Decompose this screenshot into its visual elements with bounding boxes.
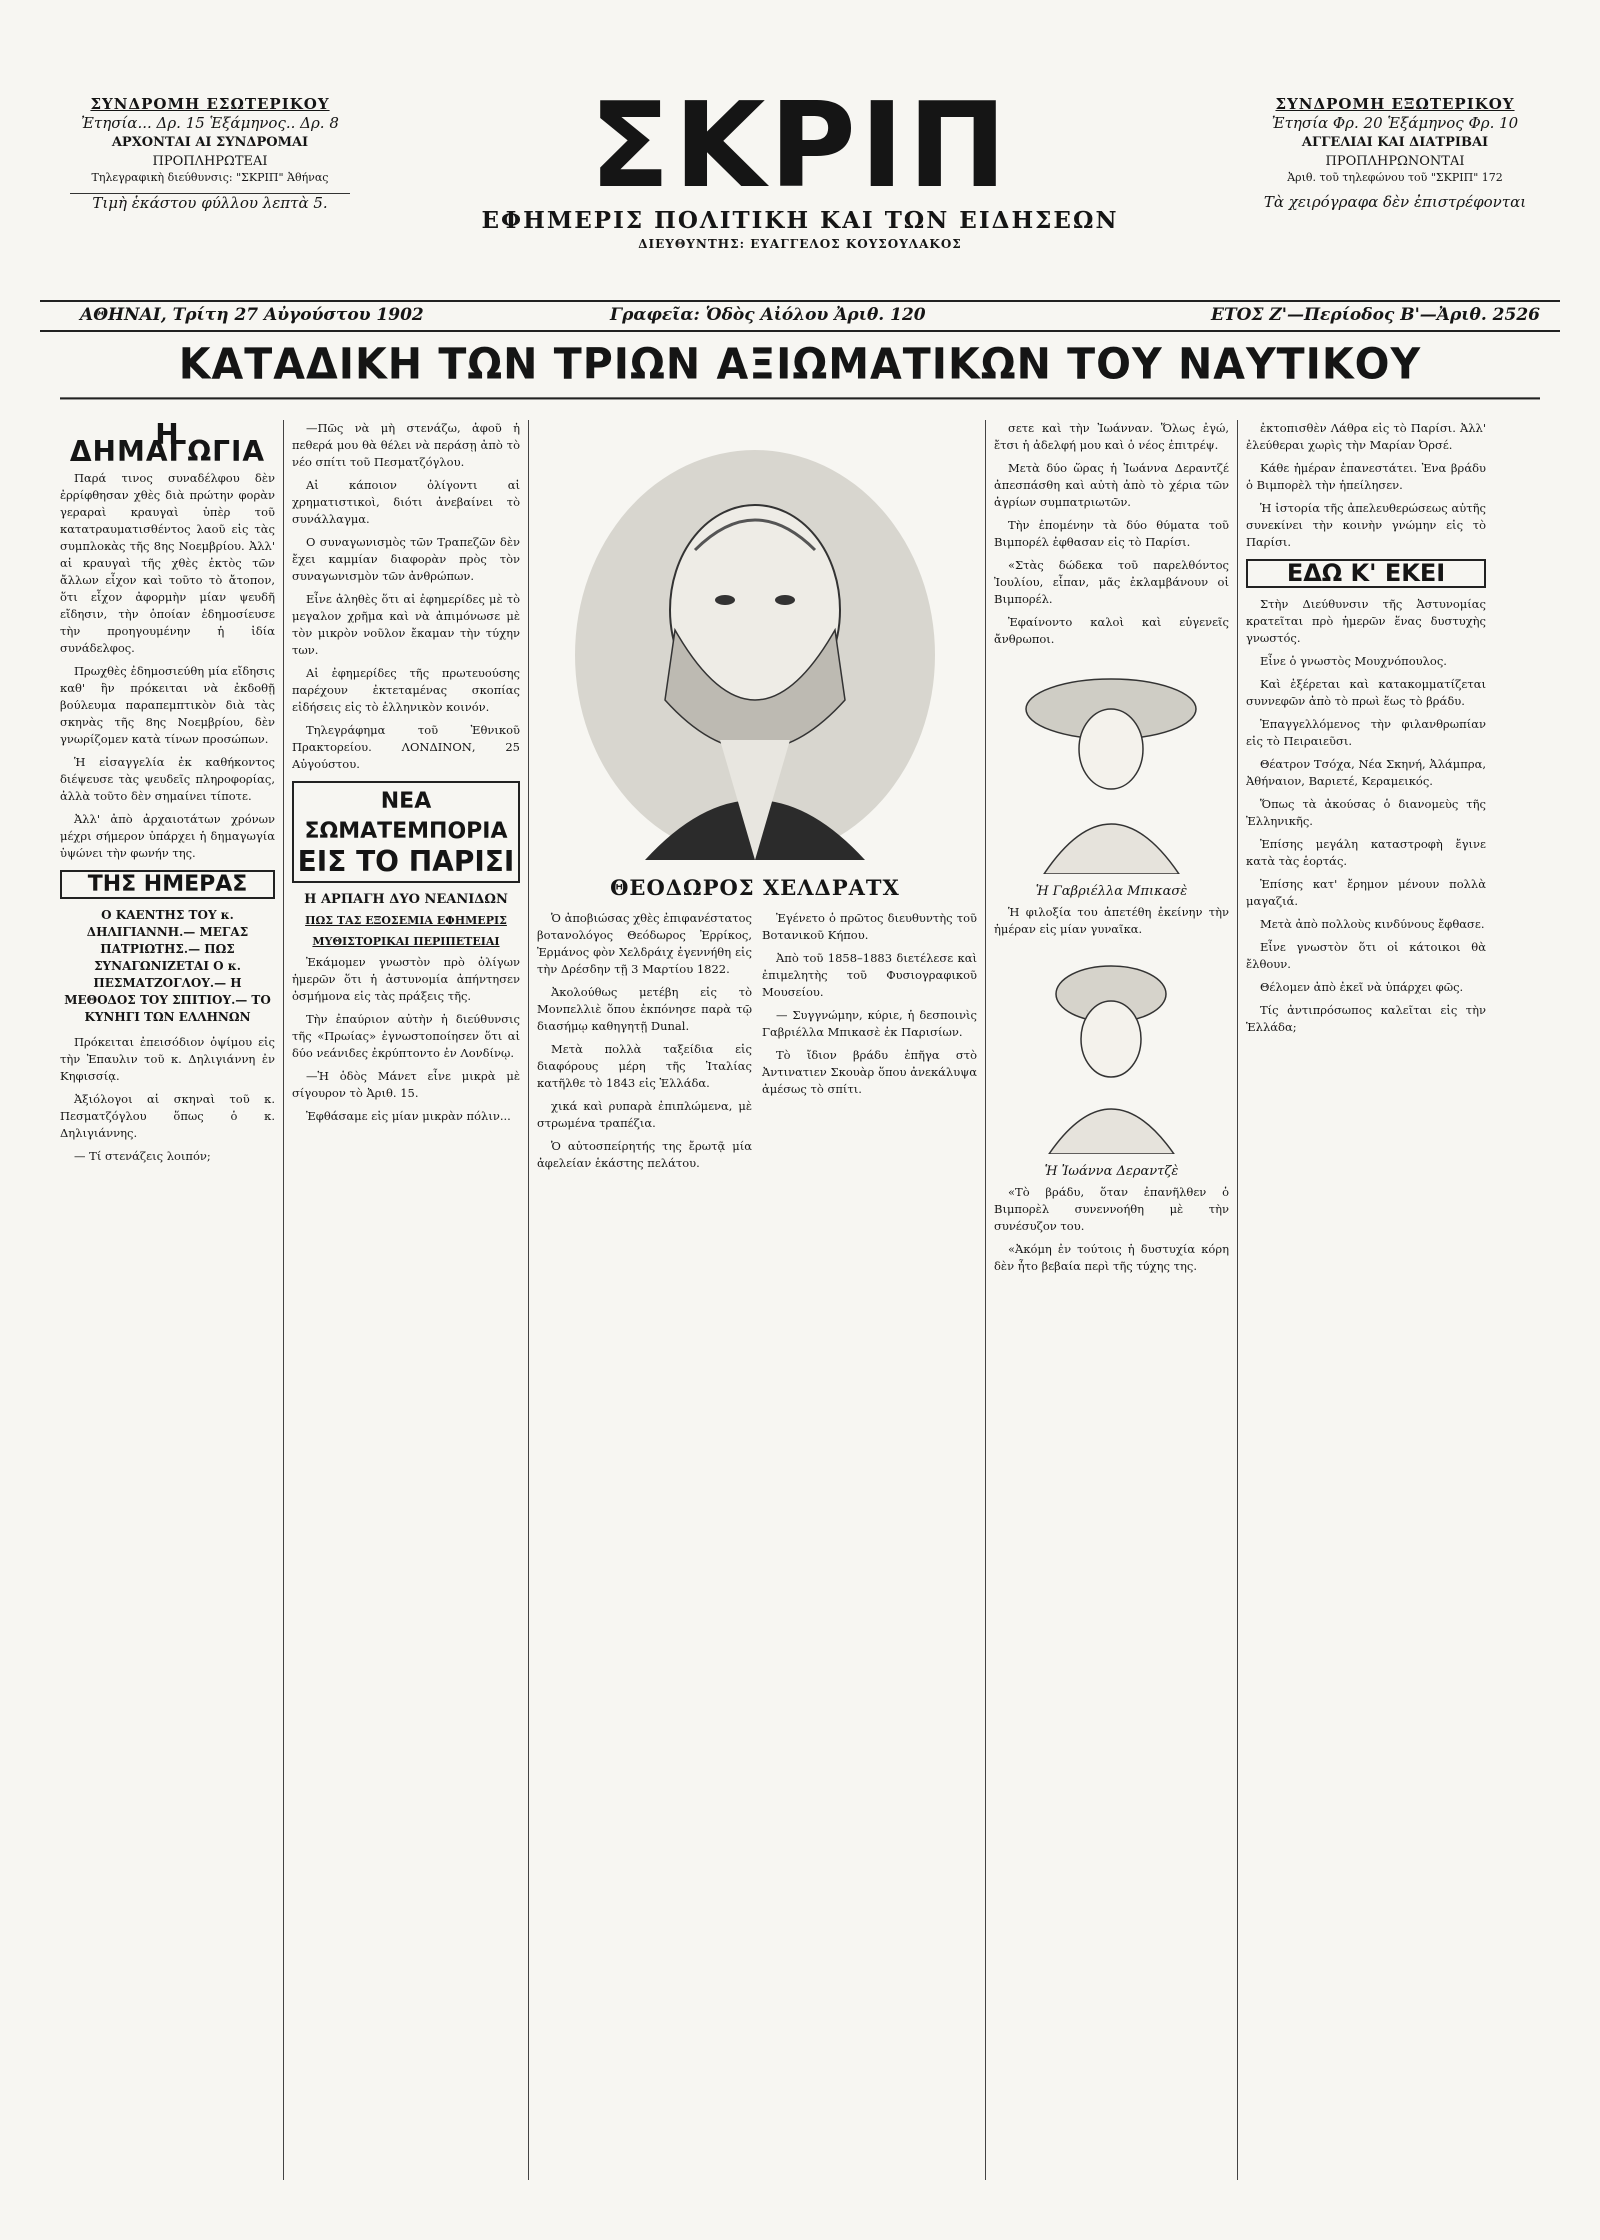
news-item: Καὶ ἐξέρεται καὶ κατακομματίζεται συννεφῶν ἀπὸ τὸ πρωὶ ἕως τὸ βράδυ. (1246, 677, 1486, 708)
article-paragraph: Τὴν ἐπομένην τὰ δύο θύματα τοῦ Βιμπορέλ ἐφθασαν εἰς τὸ Παρίσι. (994, 518, 1229, 549)
sub-domestic-prepaid: ΠΡΟΠΛΗΡΩΤΕΑΙ (152, 154, 268, 169)
article-paragraph: Ὁ ἀποβιώσας χθὲς ἐπιφανέστατος βοτανολόγος Θεόδωρος Ἐρρίκος, Ἐρμάνος φὸν Χελδράιχ ἐγεννήθη εἰς τὴν Δρέσδην τῇ 3 Μαρτίου 1822. (537, 911, 752, 976)
article-paragraph: Παρά τινος συναδέλφου δὲν ἐρρίφθησαν χθὲς διὰ πρώτην φορὰν γεραραὶ κραυγαὶ ὑπὲρ τοῦ κατατραυματισθέντος λαοῦ εἰς τὰς συμπλοκὰς τῆς 8ης Νοεμβρίου. Ἀλλ' αἱ κραυγαὶ τῆς χθὲς ἐκτὸς τῶν ἄλλων εἶχον καὶ τοῦτο τὸ ἄτοπον, ὅτι εἶχον ἀφορμὴν μίαν ψευδῆ εἴδησιν, τὴν ὁποίαν ἐδημοσίευσε τὴν προηγουμένην ἡ ἰδία συνάδελφος. (60, 471, 275, 655)
illustration-caption: Ἡ Ἰωάννα Δεραντζὲ (1044, 1164, 1179, 1179)
article-paragraph: Ἐκάμομεν γνωστὸν πρὸ ὀλίγων ἡμερῶν ὅτι ἡ ἀστυνομία ἀπήντησεν ὀσμήμονα εἰς τὰς πράξεις τῆς. (292, 955, 520, 1003)
manuscripts-note: Τὰ χειρόγραφα δὲν ἐπιστρέφονται (1263, 193, 1527, 211)
subscription-domestic (70, 95, 350, 213)
box-title-line: ΝΕΑ ΣΩΜΑΤΕΜΠΟΡΙΑ (304, 789, 508, 844)
article-paragraph: Μετὰ πολλὰ ταξείδια εἰς διαφόρους μέρη τῆς Ἰταλίας κατῆλθε τὸ 1843 εἰς Ἑλλάδα. (537, 1042, 752, 1090)
article-paragraph: Πρωχθὲς ἐδημοσιεύθη μία εἴδησις καθ' ἣν πρόκειται νὰ ἐκδοθῇ βούλευμα παραπεμπτικὸν διὰ τὰς σκηνὰς τῆς 8ης Νοεμβρίου, δὲν γνωρίζομεν κατὰ τίνων προσώπων. (60, 664, 275, 746)
newspaper-director: ΔΙΕΥΘΥΝΤΗΣ: ΕΥΑΓΓΕΛΟΣ ΚΟΥΣΟΥΛΑΚΟΣ (638, 237, 962, 251)
office-address: Γραφεῖα: Ὁδὸς Αἰόλου Ἀριθ. 120 (610, 305, 926, 325)
article-paragraph: Αἱ κάποιον ὀλίγοντι αἱ χρηματιστικοὶ, διότι ἀνεβαίνει τὸ συνάλλαγμα. (292, 478, 520, 526)
issue-date: ΑΘΗΝΑΙ, Τρίτη 27 Αὐγούστου 1902 (80, 305, 424, 325)
column-demagogy (60, 420, 275, 2180)
article-paragraph: Μετὰ δύο ὥρας ἡ Ἰωάννα Δεραντζέ ἀπεσπάσθη καὶ αὐτὴ ἀπὸ τὸ χέρια τῶν ἀγρίων συμπατριωτῶν. (994, 461, 1229, 509)
column-obituary (537, 910, 977, 2180)
article-paragraph: «Τὸ βράδυ, ὅταν ἐπανῆλθεν ὁ Βιμπορὲλ συνεννοήθη μὲ τὴν συνέσυζον του. (994, 1185, 1229, 1233)
article-paragraph: Αἱ ἐφημερίδες τῆς πρωτευούσης παρέχουν ἐκτεταμένας σκοπίας εἰδήσεις εἰς τὸ ἑλληνικὸν κοινόν. (292, 666, 520, 714)
article-paragraph: χικά καὶ ρυπαρὰ ἐπιπλώμενα, μὲ στρωμένα τραπέζια. (537, 1099, 752, 1130)
sub-foreign-title: ΣΥΝΔΡΟΜΗ ΕΞΩΤΕΡΙΚΟΥ (1275, 95, 1515, 113)
ads-prepaid: ΠΡΟΠΛΗΡΩΝΟΝΤΑΙ (1325, 154, 1465, 169)
column-story (994, 420, 1229, 2180)
column-rule (1237, 420, 1238, 2180)
sub-domestic-title: ΣΥΝΔΡΟΜΗ ΕΣΩΤΕΡΙΚΟΥ (90, 95, 330, 113)
article-paragraph: Τὴν ἐπαύριον αὐτὴν ἡ διεύθυνσις τῆς «Πρωίας» ἐγνωστοποίησεν ὅτι αἱ δύο νεάνιδες ἐκρύπτοντο ἐν Λονδίνῳ. (292, 1012, 520, 1060)
news-item: Θέατρον Τσόχα, Νέα Σκηνή, Ἀλάμπρα, Ἀθήναιον, Βαριετέ, Κεραμεικός. (1246, 757, 1486, 788)
article-paragraph: «Στὰς δώδεκα τοῦ παρελθόντος Ἰουλίου, εἶπαν, μᾶς ἐκλαμβάνουν οἱ Βιμπορέλ. (994, 558, 1229, 606)
article-paragraph: — Συγγνώμην, κύριε, ἡ δεσποινὶς Γαβριέλλα Μπικασὲ ἐκ Παρισίων. (762, 1008, 977, 1039)
article-paragraph: Ἀξιόλογοι αἱ σκηναὶ τοῦ κ. Πεσματζόγλου ὅπως ὁ κ. Δηλιγιάννης. (60, 1092, 275, 1140)
masthead (40, 76, 1560, 325)
article-paragraph: Ἐφθάσαμε εἰς μίαν μικρὰν πόλιν... (306, 1109, 511, 1123)
illustration-caption: Ἡ Γαβριέλλα Μπικασὲ (1035, 884, 1188, 899)
dateline-bar (40, 300, 1560, 332)
subscription-foreign (1250, 95, 1540, 212)
article-paragraph: Ἡ εἰσαγγελία ἐκ καθήκοντος διέψευσε τὰς ψευδεῖς πληροφορίας, ἀλλὰ τοῦτο δὲν σημαίνει τίποτε. (60, 755, 275, 803)
article-paragraph: Τὸ ἴδιον βράδυ ἐπῆγα στὸ Ἀντινατιεν Σκουὰρ ὅπου ἀνεκάλυψα ἀμέσως τὸ σπίτι. (762, 1048, 977, 1096)
column-rule (528, 420, 529, 2180)
article-paragraph: —Ἡ ὁδὸς Μάνετ εἶνε μικρὰ μὲ σίγουρον τὸ Ἀριθ. 15. (292, 1069, 520, 1100)
article-paragraph: —Πῶς νὰ μὴ στενάζω, ἀφοῦ ἡ πεθερά μου θὰ θέλει νὰ περάσῃ ἀπὸ τὸ νέο σπίτι τοῦ Πεσματζόγλου. (292, 421, 520, 469)
column-rule (283, 420, 284, 2180)
obituary-left (537, 910, 752, 1178)
article-paragraph: Ἀπὸ τοῦ 1858–1883 διετέλεσε καὶ ἐπιμελητὴς τοῦ Φυσιογραφικοῦ Μουσείου. (762, 951, 977, 999)
news-item: Ὅπως τὰ ἀκούσας ὁ διανομεὺς τῆς Ἐλληνικῆς. (1246, 797, 1486, 828)
telephone-number: Ἀριθ. τοῦ τηλεφώνου τοῦ "ΣΚΡΙΠ" 172 (1287, 171, 1503, 184)
news-item: Ἐπίσης κατ' ἔρημον μένουν πολλὰ μαγαζιά. (1246, 877, 1486, 908)
article-paragraph: Ο συναγωνισμὸς τῶν Τραπεζῶν δὲν ἔχει καμμίαν διαφορὰν πρὸς τὸν συναγωνισμὸν τῶν ἀνθρώπων. (292, 535, 520, 583)
ads-note: ΑΓΓΕΛΙΑΙ ΚΑΙ ΔΙΑΤΡΙΒΑΙ (1301, 135, 1489, 150)
column-rule (985, 420, 986, 2180)
news-item: Στὴν Διεύθυνσιν τῆς Ἀστυνομίας κρατεῖται πρὸ ἡμερῶν ἕνας δυστυχὴς γνωστός. (1246, 597, 1486, 645)
box-title-line: ΕΙΣ ΤΟ ΠΑΡΙΣΙ (297, 845, 515, 878)
sub-foreign-price: Ἐτησία Φρ. 20 Ἑξάμηνος Φρ. 10 (1271, 114, 1519, 132)
portrait-illustration (545, 440, 965, 870)
article-paragraph: «Ἀκόμη ἐν τούτοις ἡ δυστυχία κόρη δὲν ἦτο βεβαία περὶ τῆς τύχης της. (994, 1242, 1229, 1273)
news-item: Θέλομεν ἀπὸ ἐκεῖ νὰ ὑπάρχει φῶς. (1260, 980, 1464, 994)
obituary-right (762, 910, 977, 1104)
article-paragraph: Κάθε ἡμέραν ἐπανεστάτει. Ἐνα βράδυ ὁ Βιμπορὲλ τὴν ἠπείλησεν. (1246, 461, 1486, 492)
article-title-demagogy: Η ΔΗΜΑΓΩΓΙΑ (69, 420, 266, 468)
main-headline: ΚΑΤΑΔΙΚΗ ΤΩΝ ΤΡΙΩΝ ΑΞΙΩΜΑΤΙΚΩΝ ΤΟΥ ΝΑΥΤΙΚΟΥ (60, 339, 1540, 400)
article-paragraph: Ἡ ἱστορία τῆς ἀπελευθερώσεως αὐτῆς συνεκίνει τὴν κοινὴν γνώμην εἰς τὸ Παρίσι. (1246, 501, 1486, 549)
section-box-here-and-there: ΕΔΩ Κ' ΕΚΕΙ (1246, 559, 1486, 588)
article-paragraph: Ἐφαίνοντο καλοὶ καὶ εὐγενεῖς ἄνθρωποι. (994, 615, 1229, 646)
column-here-and-there (1246, 420, 1486, 2180)
article-paragraph: ἐκτοπισθὲν Λάθρα εἰς τὸ Παρίσι. Ἀλλ' ἐλεύθεραι χωρὶς τὴν Μαρίαν Ὀρσέ. (1246, 421, 1486, 452)
sub-domestic-price: Ἐτησία... Δρ. 15 Ἑξάμηνος.. Δρ. 8 (81, 114, 339, 132)
sub-heading: Η ΑΡΠΑΓΗ ΔΥΟ ΝΕΑΝΙΔΩΝ (304, 892, 508, 907)
article-paragraph: Τηλεγράφημα τοῦ Ἐθνικοῦ Πρακτορείου. ΛΟΝΔΙΝΟΝ, 25 Αὐγούστου. (292, 723, 520, 771)
news-item: Ἐπαγγελλόμενος τὴν φιλανθρωπίαν εἰς τὸ Πειραιεῦσι. (1246, 717, 1486, 748)
article-paragraph: — Τί στενάζεις λοιπόν; (74, 1149, 211, 1163)
column-trafficking (292, 420, 520, 2180)
news-item: Ἐπίσης μεγάλη καταστροφὴ ἔγινε κατὰ τὰς ἑορτάς. (1246, 837, 1486, 868)
section-subheads: Ο ΚΑΕΝΤΗΣ ΤΟΥ κ. ΔΗΛΙΓΙΑΝΝΗ.— ΜΕΓΑΣ ΠΑΤΡΙΩΤΗΣ.— ΠΩΣ ΣΥΝΑΓΩΝΙΖΕΤΑΙ Ο κ. ΠΕΣΜΑΤΖΟΓΛΟΥ.— Η ΜΕΘΟΔΟΣ ΤΟΥ ΣΠΙΤΙΟΥ.— ΤΟ ΚΥΝΗΓΙ ΤΩΝ ΕΛΛΗΝΩΝ (64, 908, 271, 1024)
newspaper-subtitle: ΕΦΗΜΕΡΙΣ ΠΟΛΙΤΙΚΗ ΚΑΙ ΤΩΝ ΕΙΔΗΣΕΩΝ (481, 207, 1119, 234)
article-paragraph: Ἀκολούθως μετέβη εἰς τὸ Μονπελλιὲ ὅπου ἐκπόνησε παρὰ τῷ διασήμῳ καθηγητῇ Dunal. (537, 985, 752, 1033)
article-paragraph: Ἐγένετο ὁ πρῶτος διευθυντὴς τοῦ Βοτανικοῦ Κήπου. (762, 911, 977, 942)
article-paragraph: Ὁ αὐτοσπείρητής της ἔρωτᾷ μία ἀφελείαν ἑκάστης πελάτου. (537, 1139, 752, 1170)
sub-domestic-note: ΑΡΧΟΝΤΑΙ ΑΙ ΣΥΝΔΡΟΜΑΙ (111, 135, 309, 150)
issue-number: ΕΤΟΣ Ζ'—Περίοδος Β'—Ἀριθ. 2526 (1211, 305, 1540, 325)
illustration-gabrielle (994, 654, 1229, 874)
article-paragraph: σετε καὶ τὴν Ἰωάνναν. Ὅλως ἐγώ, ἔτσι ἡ ἀδελφή μου καὶ ὁ νέος ἐπιτρέψ. (994, 421, 1229, 452)
sub-heading: ΜΥΘΙΣΤΟΡΙΚΑΙ ΠΕΡΙΠΕΤΕΙΑΙ (312, 935, 500, 948)
section-box-of-the-day: ΤΗΣ ΗΜΕΡΑΣ (60, 870, 275, 899)
article-paragraph: Εἶνε ἀληθὲς ὅτι αἱ ἐφημερίδες μὲ τὸ μεγαλον χρῆμα καὶ νὰ ἀπιμόνωσε μὲ τὸν μικρὸν νοῦλον ἔκαμαν τὴν τύχην των. (292, 592, 520, 657)
issue-price: Τιμὴ ἑκάστου φύλλου λεπτὰ 5. (70, 193, 350, 213)
news-item: Εἶνε γνωστὸν ὅτι οἱ κάτοικοι θὰ ἔλθουν. (1246, 940, 1486, 971)
section-box-trafficking (292, 781, 520, 883)
portrait-caption: ΘΕΟΔΩΡΟΣ ΧΕΛΔΡΑΤΧ (610, 875, 900, 900)
newspaper-logo: ΣΚΡΙΠ (589, 76, 1011, 214)
news-item: Μετὰ ἀπὸ πολλοὺς κινδύνους ἔφθασε. (1260, 917, 1485, 931)
news-item: Τίς ἀντιπρόσωπος καλεῖται εἰς τὴν Ἑλλάδα; (1246, 1003, 1486, 1034)
article-paragraph: Ἡ φιλοξία του ἀπετέθη ἐκείνην τὴν ἡμέραν εἰς μίαν γυναῖκα. (994, 905, 1229, 936)
news-item: Εἶνε ὁ γνωστὸς Μουχνόπουλος. (1260, 654, 1447, 668)
article-paragraph: Ἀλλ' ἀπὸ ἀρχαιοτάτων χρόνων μέχρι σήμερον ὑπάρχει ἡ δημαγωγία ὑψώνει τὴν φωνήν της. (60, 812, 275, 860)
sub-heading: ΠΩΣ ΤΑΣ ΕΞΟΣΕΜΙΑ ΕΦΗΜΕΡΙΣ (305, 914, 507, 927)
illustration-jeanne (994, 944, 1229, 1154)
telegraph-address: Τηλεγραφικὴ διεύθυνσις: "ΣΚΡΙΠ" Ἀθήνας (91, 171, 329, 184)
article-paragraph: Πρόκειται ἐπεισόδιον ὀψίμου εἰς τὴν Ἐπαυλιν τοῦ κ. Δηλιγιάννη ἐν Κηφισσίᾳ. (60, 1035, 275, 1083)
